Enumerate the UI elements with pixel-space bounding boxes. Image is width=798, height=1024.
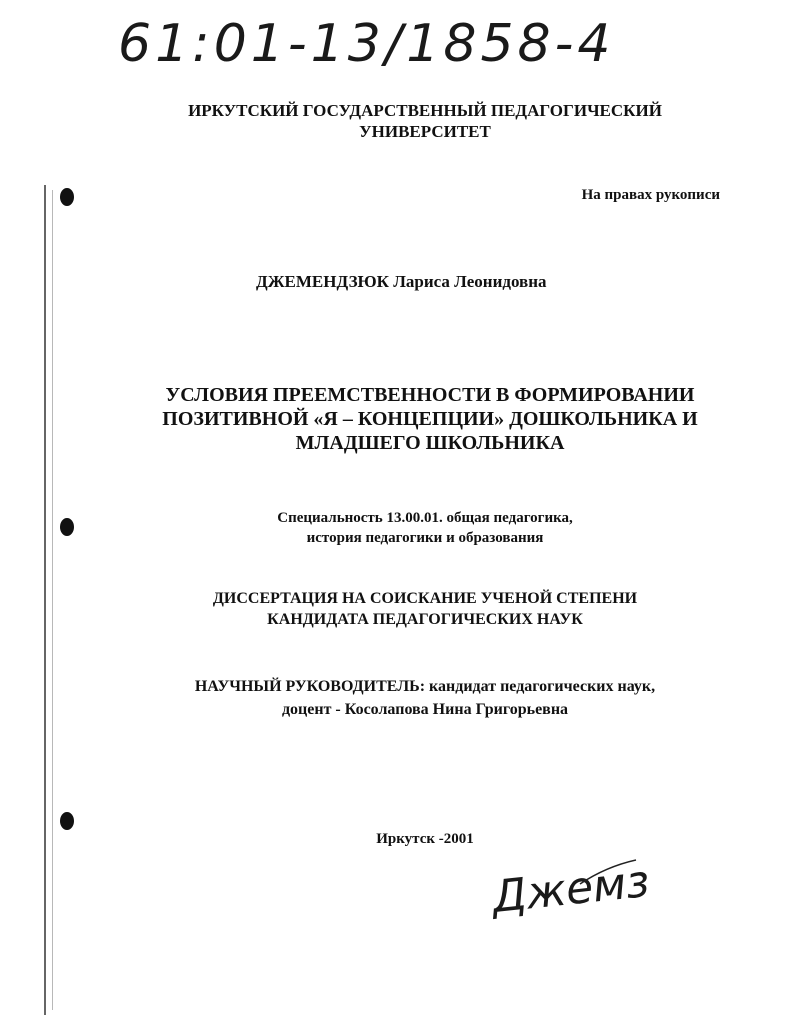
institution-line-2: УНИВЕРСИТЕТ (359, 122, 491, 141)
institution-name (100, 100, 750, 142)
author-surname: ДЖЕМЕНДЗЮК (256, 272, 390, 291)
title-line-2: ПОЗИТИВНОЙ «Я – КОНЦЕПЦИИ» ДОШКОЛЬНИКА И (162, 408, 698, 430)
archive-number-handwritten: 61:01-13/1858-4 (118, 14, 615, 74)
supervisor-line-1: НАУЧНЫЙ РУКОВОДИТЕЛЬ: кандидат педагогических наук, (194, 678, 656, 695)
signature-flourish (578, 858, 638, 888)
binding-edge-line (44, 185, 46, 1015)
author-signature: Джемз (489, 855, 652, 924)
scientific-supervisor (80, 675, 770, 721)
author-name (256, 272, 547, 292)
supervisor-line-2: доцент - Косолапова Нина Григорьевна (281, 701, 569, 718)
punch-hole-bottom (60, 812, 74, 830)
dissertation-title (90, 383, 770, 455)
degree-line-2: КАНДИДАТА ПЕДАГОГИЧЕСКИХ НАУК (267, 611, 583, 628)
binding-edge-line-secondary (52, 190, 53, 1010)
punch-hole-middle (60, 518, 74, 536)
specialty-line-1: Специальность 13.00.01. общая педагогика, (277, 510, 573, 526)
specialty-line-2: история педагогики и образования (306, 530, 544, 546)
manuscript-rights-note: На правах рукописи (581, 187, 720, 203)
author-given-names: Лариса Леонидовна (393, 272, 547, 291)
punch-hole-top (60, 188, 74, 206)
degree-statement (100, 588, 750, 630)
degree-line-1: ДИССЕРТАЦИЯ НА СОИСКАНИЕ УЧЕНОЙ СТЕПЕНИ (212, 590, 638, 607)
specialty (100, 508, 750, 548)
institution-line-1: ИРКУТСКИЙ ГОСУДАРСТВЕННЫЙ ПЕДАГОГИЧЕСКИЙ (188, 101, 662, 120)
place-and-year: Иркутск -2001 (376, 831, 474, 847)
title-line-3: МЛАДШЕГО ШКОЛЬНИКА (295, 432, 565, 454)
title-line-1: УСЛОВИЯ ПРЕЕМСТВЕННОСТИ В ФОРМИРОВАНИИ (165, 384, 695, 406)
